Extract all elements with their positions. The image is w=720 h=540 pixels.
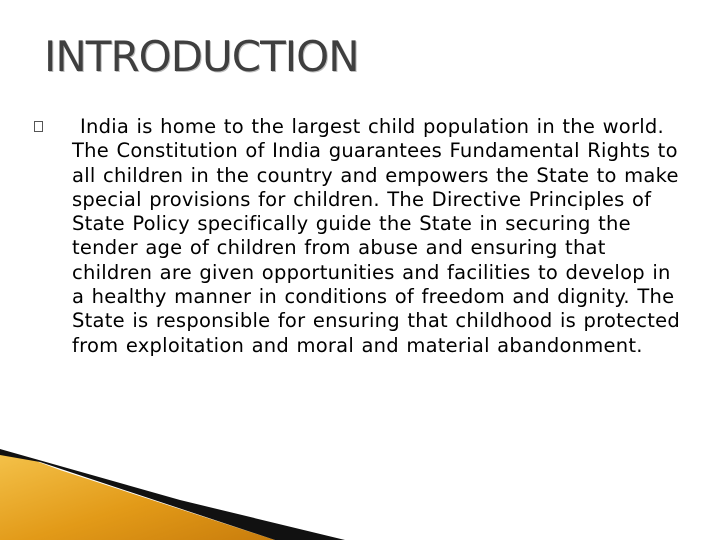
slide-title: INTRODUCTION — [44, 32, 359, 81]
body-paragraph: India is home to the largest child population in the world. The Constitution of India guarantees Fundamental Rights to all children in the country and empowers the State to make special provisions for children. The Directive Principles of State Policy specifically guide the State in securing the tender age of children from abuse and ensuring that children are given opportunities and facilities to develop in a healthy manner in conditions of freedom and dignity. The State is responsible for ensuring that childhood is protected from exploitation and moral and material abandonment. — [72, 115, 681, 357]
black-swoosh-shape — [0, 449, 345, 540]
bullet-square-icon — [34, 121, 43, 132]
gold-wedge-shape — [0, 452, 275, 540]
